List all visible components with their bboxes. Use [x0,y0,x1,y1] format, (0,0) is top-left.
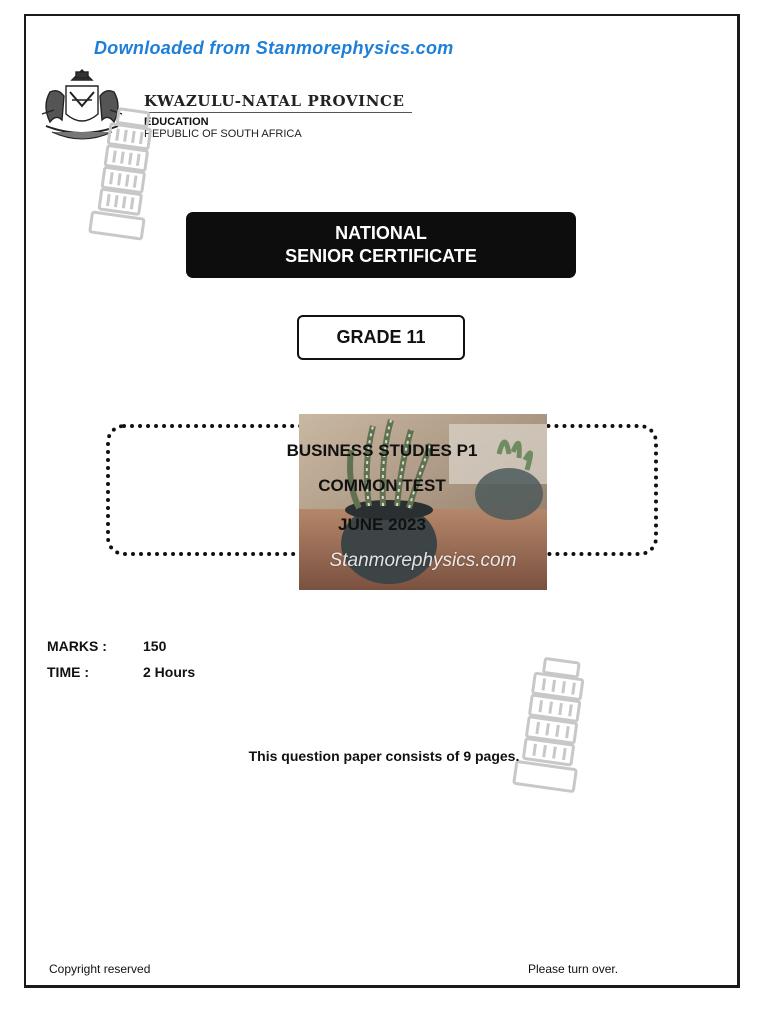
province-rule [144,112,412,113]
country-name: REPUBLIC OF SOUTH AFRICA [144,128,302,140]
download-notice[interactable]: Downloaded from Stanmorephysics.com [94,38,454,58]
subject-title: BUSINESS STUDIES P1 [286,441,478,460]
photo-watermark-text: Stanmorephysics.com [329,550,517,571]
leaning-tower-watermark-icon [510,654,594,800]
subject-date: JUNE 2023 [338,515,426,534]
time-label: TIME : [47,664,89,680]
department-name: EDUCATION [144,116,209,128]
page-count-note: This question paper consists of 9 pages. [248,748,520,764]
certificate-line-2: SENIOR CERTIFICATE [285,246,477,266]
grade-box: GRADE 11 [297,315,465,360]
marks-value: 150 [143,638,167,654]
leaning-tower-watermark-icon [88,104,160,246]
certificate-line-1: NATIONAL [335,223,427,243]
province-name: KWAZULU-NATAL PROVINCE [144,92,405,110]
turn-over-footer: Please turn over. [528,962,619,976]
copyright-footer: Copyright reserved [49,962,151,976]
subject-test-type: COMMON TEST [318,476,446,495]
time-value: 2 Hours [143,664,196,680]
marks-label: MARKS : [47,638,107,654]
certificate-banner [186,212,576,278]
